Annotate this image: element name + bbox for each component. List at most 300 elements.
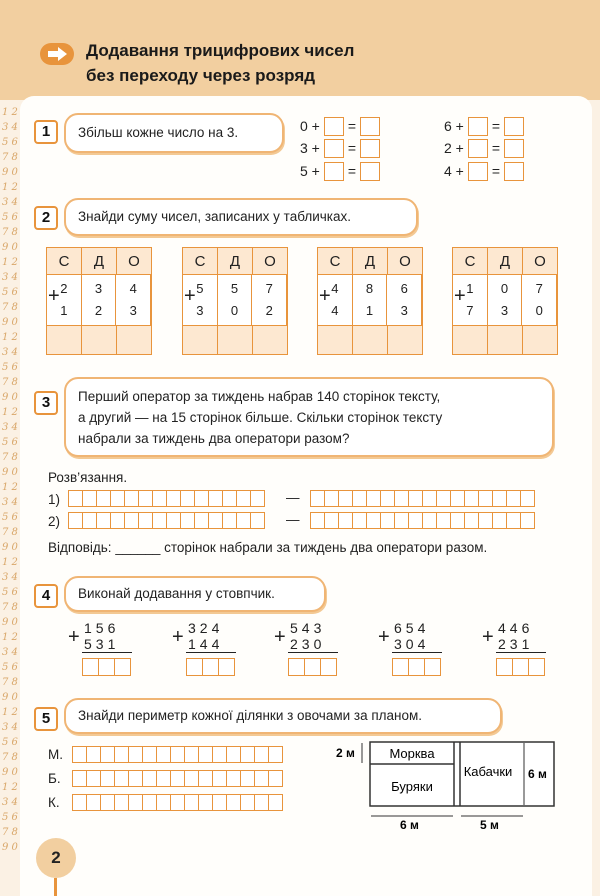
answer-cell[interactable] bbox=[166, 512, 181, 529]
column-header: О bbox=[523, 248, 557, 275]
plus-sign: + bbox=[274, 626, 286, 648]
answer-cell[interactable] bbox=[352, 512, 367, 529]
answer-line bbox=[48, 540, 487, 555]
answer-cells[interactable] bbox=[82, 658, 130, 676]
answer-cell[interactable] bbox=[254, 770, 269, 787]
answer-cell[interactable] bbox=[380, 512, 395, 529]
answer-cell[interactable] bbox=[450, 512, 465, 529]
answer-cell[interactable] bbox=[492, 512, 507, 529]
plus-sign: + bbox=[172, 626, 184, 648]
plus-sign: + bbox=[48, 285, 60, 307]
table-body bbox=[183, 275, 287, 326]
answer-box[interactable] bbox=[360, 139, 380, 158]
answer-cell[interactable] bbox=[512, 658, 529, 676]
answer-cell[interactable] bbox=[288, 658, 305, 676]
sum-line bbox=[496, 652, 546, 653]
answer-cell[interactable] bbox=[392, 658, 409, 676]
digit: 3 bbox=[196, 303, 204, 318]
answer-cell[interactable] bbox=[366, 490, 381, 507]
table-body bbox=[453, 275, 557, 326]
answer-cell[interactable] bbox=[212, 770, 227, 787]
page-title bbox=[86, 38, 354, 88]
place-value-table bbox=[452, 247, 558, 355]
plot-label: Морква bbox=[389, 746, 435, 761]
answer-cell[interactable] bbox=[156, 770, 171, 787]
task-text: Виконай додавання у стовпчик. bbox=[78, 586, 275, 601]
answer-cell[interactable] bbox=[128, 746, 143, 763]
answer-cell[interactable] bbox=[72, 794, 87, 811]
answer-cell[interactable] bbox=[184, 770, 199, 787]
answer-cell[interactable] bbox=[240, 794, 255, 811]
column-header: О bbox=[117, 248, 151, 275]
result-cell[interactable] bbox=[318, 326, 353, 354]
answer-cell[interactable] bbox=[304, 658, 321, 676]
answer-cell[interactable] bbox=[268, 770, 283, 787]
addend: 144 bbox=[188, 636, 224, 652]
digit: 7 bbox=[265, 281, 273, 296]
answer-cell[interactable] bbox=[222, 490, 237, 507]
answer-cell[interactable] bbox=[422, 512, 437, 529]
answer-cell[interactable] bbox=[184, 794, 199, 811]
answer-cell[interactable] bbox=[250, 490, 265, 507]
plus-sign: + bbox=[184, 285, 196, 307]
answer-cell[interactable] bbox=[310, 490, 325, 507]
answer-cell[interactable] bbox=[152, 490, 167, 507]
result-cell[interactable] bbox=[218, 326, 253, 354]
answer-cell[interactable] bbox=[100, 746, 115, 763]
dash: — bbox=[286, 512, 300, 527]
page-number: 2 bbox=[36, 838, 76, 878]
addend: 230 bbox=[290, 636, 326, 652]
answer-cell[interactable] bbox=[254, 794, 269, 811]
task-text-line: набрали за тиждень два оператори разом? bbox=[78, 431, 350, 446]
answer-cell[interactable] bbox=[408, 490, 423, 507]
answer-cell[interactable] bbox=[124, 490, 139, 507]
answer-cell[interactable] bbox=[422, 490, 437, 507]
decorative-digits: 1 2 3 4 5 6 7 8 9 0 1 2 3 4 5 6 7 8 9 0 1 2 3 4 5 6 7 8 9 0 1 2 3 4 5 6 7 8 9 0 1 2 3 4 5 6 7 8 9 0 1 2 3 4 5 6 7 8 9 0 1 2 3 4 5 6 7 8 9 0 1 2 3 4 5 6 7 8 9 0 1 2 3 4 5 6 7 8 9 0 1 2 3 4 5 6 7 8 9 0 bbox=[2, 107, 18, 853]
answer-cell[interactable] bbox=[86, 770, 101, 787]
result-cell[interactable] bbox=[117, 326, 151, 354]
answer-cell[interactable] bbox=[208, 490, 223, 507]
answer-box[interactable] bbox=[504, 139, 524, 158]
addend: 324 bbox=[188, 620, 224, 636]
answer-cell[interactable] bbox=[436, 512, 451, 529]
task-number: 1 bbox=[34, 120, 58, 144]
answer-cell[interactable] bbox=[68, 490, 83, 507]
digit: 0 bbox=[500, 281, 509, 296]
answer-box[interactable] bbox=[360, 162, 380, 181]
equation bbox=[444, 116, 524, 136]
answer-cell[interactable] bbox=[96, 490, 111, 507]
task-prompt bbox=[64, 377, 554, 457]
column-header: Д bbox=[488, 248, 523, 275]
digit: 5 bbox=[196, 281, 204, 296]
addend: 304 bbox=[394, 636, 430, 652]
sum-line bbox=[288, 652, 338, 653]
table-body bbox=[47, 275, 151, 326]
answer-cell[interactable] bbox=[492, 490, 507, 507]
addend: 446 bbox=[498, 620, 534, 636]
answer-cell[interactable] bbox=[464, 512, 479, 529]
digit-column bbox=[387, 275, 422, 325]
plus-sign: + bbox=[482, 626, 494, 648]
answer-cell[interactable] bbox=[128, 794, 143, 811]
digit: 7 bbox=[466, 303, 474, 318]
task-prompt bbox=[64, 198, 418, 236]
addend: 543 bbox=[290, 620, 326, 636]
answer-cell[interactable] bbox=[212, 746, 227, 763]
sum-line bbox=[186, 652, 236, 653]
answer-cell[interactable] bbox=[100, 770, 115, 787]
addend: 231 bbox=[498, 636, 534, 652]
answer-cell[interactable] bbox=[226, 794, 241, 811]
answer-cell[interactable] bbox=[236, 490, 251, 507]
digit: 3 bbox=[94, 281, 103, 296]
digit: 6 bbox=[400, 281, 408, 296]
answer-cell[interactable] bbox=[478, 490, 493, 507]
answer-cell[interactable] bbox=[82, 490, 97, 507]
answer-cell[interactable] bbox=[236, 512, 251, 529]
digit: 1 bbox=[365, 303, 374, 318]
answer-cell[interactable] bbox=[96, 512, 111, 529]
answer-cell[interactable] bbox=[110, 490, 125, 507]
equation bbox=[300, 116, 380, 136]
answer-cell[interactable] bbox=[250, 512, 265, 529]
answer-blank[interactable]: ______ bbox=[115, 540, 161, 555]
answer-cell[interactable] bbox=[186, 658, 203, 676]
answer-cell[interactable] bbox=[408, 658, 425, 676]
answer-cell[interactable] bbox=[338, 490, 353, 507]
equation-term: 3 + bbox=[300, 140, 320, 156]
result-cell[interactable] bbox=[453, 326, 488, 354]
digit: 4 bbox=[331, 281, 339, 296]
result-row[interactable] bbox=[453, 326, 557, 354]
page-marker bbox=[54, 878, 57, 896]
table-body bbox=[318, 275, 422, 326]
answer-cell[interactable] bbox=[110, 512, 125, 529]
answer-cell[interactable] bbox=[520, 490, 535, 507]
addend: 654 bbox=[394, 620, 430, 636]
answer-cell[interactable] bbox=[82, 512, 97, 529]
dash: — bbox=[286, 490, 300, 505]
answer-cell[interactable] bbox=[202, 658, 219, 676]
digit-column bbox=[522, 275, 557, 325]
task-prompt bbox=[64, 698, 502, 734]
plus-sign: + bbox=[68, 626, 80, 648]
answer-cell[interactable] bbox=[72, 770, 87, 787]
digit: 0 bbox=[230, 303, 239, 318]
place-value-table bbox=[46, 247, 152, 355]
task-text: Знайди периметр кожної ділянки з овочами за планом. bbox=[78, 708, 423, 723]
title-line-1: Додавання трицифрових чисел bbox=[86, 41, 355, 60]
equation-sign: = bbox=[491, 140, 501, 156]
answer-cell[interactable] bbox=[528, 658, 545, 676]
column-header: С bbox=[453, 248, 488, 275]
answer-cell[interactable] bbox=[128, 770, 143, 787]
answer-cell[interactable] bbox=[496, 658, 513, 676]
sum-line bbox=[82, 652, 132, 653]
answer-cell[interactable] bbox=[394, 490, 409, 507]
answer-cell[interactable] bbox=[212, 794, 227, 811]
result-cell[interactable] bbox=[82, 326, 117, 354]
answer-cell[interactable] bbox=[226, 770, 241, 787]
answer-cells[interactable] bbox=[68, 490, 264, 507]
answer-cells[interactable] bbox=[72, 746, 282, 763]
equation-term: 2 + bbox=[444, 140, 464, 156]
equation-sign: = bbox=[491, 163, 501, 179]
answer-cell[interactable] bbox=[194, 490, 209, 507]
answer-box[interactable] bbox=[468, 139, 488, 158]
answer-cell[interactable] bbox=[100, 794, 115, 811]
answer-cell[interactable] bbox=[324, 512, 339, 529]
table-header bbox=[318, 248, 422, 275]
result-row[interactable] bbox=[47, 326, 151, 354]
equation-term: 6 + bbox=[444, 118, 464, 134]
answer-tail: сторінок набрали за тиждень два оператори разом. bbox=[164, 540, 488, 555]
answer-box[interactable] bbox=[468, 117, 488, 136]
result-cell[interactable] bbox=[253, 326, 287, 354]
table-header bbox=[183, 248, 287, 275]
dimension-label: 2 м bbox=[336, 746, 355, 760]
table-header bbox=[453, 248, 557, 275]
answer-cell[interactable] bbox=[366, 512, 381, 529]
answer-cell[interactable] bbox=[198, 794, 213, 811]
answer-cell[interactable] bbox=[72, 746, 87, 763]
digit: 2 bbox=[60, 281, 68, 296]
answer-cell[interactable] bbox=[68, 512, 83, 529]
answer-cell[interactable] bbox=[184, 746, 199, 763]
row-label: К. bbox=[48, 795, 60, 810]
answer-cell[interactable] bbox=[138, 512, 153, 529]
plot-label: Кабачки bbox=[463, 764, 513, 779]
table-header bbox=[47, 248, 151, 275]
answer-cell[interactable] bbox=[82, 658, 99, 676]
digit: 0 bbox=[535, 303, 543, 318]
answer-cells[interactable] bbox=[288, 658, 336, 676]
answer-cell[interactable] bbox=[520, 512, 535, 529]
answer-cell[interactable] bbox=[226, 746, 241, 763]
answer-cell[interactable] bbox=[408, 512, 423, 529]
answer-cell[interactable] bbox=[464, 490, 479, 507]
column-header: С bbox=[318, 248, 353, 275]
task-number: 5 bbox=[34, 707, 58, 731]
digit-column bbox=[252, 275, 287, 325]
answer-cell[interactable] bbox=[86, 746, 101, 763]
plus-sign: + bbox=[378, 626, 390, 648]
answer-cell[interactable] bbox=[114, 658, 131, 676]
row-label: М. bbox=[48, 747, 63, 762]
task-number: 2 bbox=[34, 206, 58, 230]
answer-cells[interactable] bbox=[392, 658, 440, 676]
answer-cell[interactable] bbox=[352, 490, 367, 507]
column-header: С bbox=[183, 248, 218, 275]
answer-cell[interactable] bbox=[114, 770, 129, 787]
plus-sign: + bbox=[454, 285, 466, 307]
step-label: 1) bbox=[48, 492, 61, 507]
answer-cell[interactable] bbox=[170, 770, 185, 787]
column-header: С bbox=[47, 248, 82, 275]
answer-cell[interactable] bbox=[338, 512, 353, 529]
equation-term: 4 + bbox=[444, 163, 464, 179]
digit: 1 bbox=[466, 281, 474, 296]
answer-cell[interactable] bbox=[156, 746, 171, 763]
answer-cell[interactable] bbox=[506, 490, 521, 507]
answer-cell[interactable] bbox=[98, 658, 115, 676]
answer-cells[interactable] bbox=[310, 512, 534, 529]
digit: 5 bbox=[230, 281, 239, 296]
digit: 3 bbox=[500, 303, 509, 318]
digit: 3 bbox=[129, 303, 137, 318]
digit: 1 bbox=[60, 303, 68, 318]
dimension-label: 6 м bbox=[528, 767, 547, 781]
equation bbox=[300, 161, 380, 181]
answer-cell[interactable] bbox=[142, 746, 157, 763]
arrow-icon bbox=[40, 43, 74, 65]
result-cell[interactable] bbox=[353, 326, 388, 354]
digit: 2 bbox=[94, 303, 103, 318]
answer-cell[interactable] bbox=[436, 490, 451, 507]
answer-cell[interactable] bbox=[320, 658, 337, 676]
result-row[interactable] bbox=[318, 326, 422, 354]
answer-cell[interactable] bbox=[114, 746, 129, 763]
task-number: 3 bbox=[34, 391, 58, 415]
place-value-table bbox=[182, 247, 288, 355]
answer-cell[interactable] bbox=[222, 512, 237, 529]
column-header: О bbox=[388, 248, 422, 275]
column-header: Д bbox=[353, 248, 388, 275]
digit: 8 bbox=[365, 281, 374, 296]
answer-cells[interactable] bbox=[310, 490, 534, 507]
answer-cell[interactable] bbox=[240, 746, 255, 763]
answer-box[interactable] bbox=[468, 162, 488, 181]
answer-box[interactable] bbox=[324, 117, 344, 136]
answer-label: Відповідь: bbox=[48, 540, 112, 555]
column-header: Д bbox=[82, 248, 117, 275]
answer-cell[interactable] bbox=[198, 746, 213, 763]
equation-sign: = bbox=[347, 140, 357, 156]
answer-cell[interactable] bbox=[166, 490, 181, 507]
answer-cell[interactable] bbox=[268, 794, 283, 811]
answer-box[interactable] bbox=[360, 117, 380, 136]
answer-cell[interactable] bbox=[240, 770, 255, 787]
answer-cell[interactable] bbox=[194, 512, 209, 529]
garden-plan bbox=[334, 736, 564, 832]
column-header: О bbox=[253, 248, 287, 275]
answer-cells[interactable] bbox=[72, 770, 282, 787]
digit: 2 bbox=[265, 303, 273, 318]
answer-box[interactable] bbox=[504, 162, 524, 181]
task-prompt bbox=[64, 113, 284, 153]
answer-cell[interactable] bbox=[124, 512, 139, 529]
answer-cell[interactable] bbox=[152, 512, 167, 529]
equation-term: 5 + bbox=[300, 163, 320, 179]
answer-cell[interactable] bbox=[114, 794, 129, 811]
answer-cell[interactable] bbox=[142, 794, 157, 811]
result-cell[interactable] bbox=[523, 326, 557, 354]
answer-cell[interactable] bbox=[324, 490, 339, 507]
result-cell[interactable] bbox=[388, 326, 422, 354]
digit: 4 bbox=[129, 281, 137, 296]
digit-column bbox=[488, 275, 523, 325]
task-prompt bbox=[64, 576, 326, 612]
answer-cell[interactable] bbox=[170, 746, 185, 763]
answer-cell[interactable] bbox=[180, 490, 195, 507]
plus-sign: + bbox=[319, 285, 331, 307]
answer-cell[interactable] bbox=[86, 794, 101, 811]
equation bbox=[300, 138, 380, 158]
digit: 3 bbox=[400, 303, 408, 318]
answer-box[interactable] bbox=[324, 162, 344, 181]
answer-cells[interactable] bbox=[186, 658, 234, 676]
answer-cells[interactable] bbox=[496, 658, 544, 676]
answer-cell[interactable] bbox=[180, 512, 195, 529]
answer-cell[interactable] bbox=[198, 770, 213, 787]
equation bbox=[444, 161, 524, 181]
equation-term: 0 + bbox=[300, 118, 320, 134]
digit-column bbox=[82, 275, 117, 325]
column-header: Д bbox=[218, 248, 253, 275]
answer-box[interactable] bbox=[504, 117, 524, 136]
digit-column bbox=[218, 275, 253, 325]
answer-cell[interactable] bbox=[208, 512, 223, 529]
step-label: 2) bbox=[48, 514, 61, 529]
answer-cell[interactable] bbox=[142, 770, 157, 787]
task-text-line: а другий — на 15 сторінок більше. Скільки сторінок тексту bbox=[78, 410, 443, 425]
place-value-table bbox=[317, 247, 423, 355]
task-text-line: Перший оператор за тиждень набрав 140 сторінок тексту, bbox=[78, 389, 441, 404]
addend: 156 bbox=[84, 620, 120, 636]
plot-label: Буряки bbox=[391, 779, 433, 794]
solution-label: Розв’язання. bbox=[48, 470, 128, 485]
answer-cell[interactable] bbox=[254, 746, 269, 763]
dimension-label: 5 м bbox=[480, 818, 499, 832]
equation-sign: = bbox=[491, 118, 501, 134]
task-number: 4 bbox=[34, 584, 58, 608]
digit-column bbox=[353, 275, 388, 325]
answer-cell[interactable] bbox=[450, 490, 465, 507]
task-text: Знайди суму чисел, записаних у табличках. bbox=[78, 209, 352, 224]
result-cell[interactable] bbox=[183, 326, 218, 354]
answer-cell[interactable] bbox=[380, 490, 395, 507]
answer-cells[interactable] bbox=[72, 794, 282, 811]
answer-cell[interactable] bbox=[268, 746, 283, 763]
answer-cell[interactable] bbox=[310, 512, 325, 529]
row-label: Б. bbox=[48, 771, 61, 786]
answer-cell[interactable] bbox=[424, 658, 441, 676]
sum-line bbox=[392, 652, 442, 653]
answer-cell[interactable] bbox=[138, 490, 153, 507]
answer-box[interactable] bbox=[324, 139, 344, 158]
task-text: Збільш кожне число на 3. bbox=[78, 125, 239, 140]
digit-column bbox=[116, 275, 151, 325]
answer-cells[interactable] bbox=[68, 512, 264, 529]
digit: 4 bbox=[331, 303, 339, 318]
answer-cell[interactable] bbox=[478, 512, 493, 529]
result-cell[interactable] bbox=[488, 326, 523, 354]
title-line-2: без переходу через розряд bbox=[86, 66, 316, 85]
answer-cell[interactable] bbox=[394, 512, 409, 529]
equation bbox=[444, 138, 524, 158]
result-row[interactable] bbox=[183, 326, 287, 354]
answer-cell[interactable] bbox=[218, 658, 235, 676]
addend: 531 bbox=[84, 636, 120, 652]
dimension-label: 6 м bbox=[400, 818, 419, 832]
answer-cell[interactable] bbox=[506, 512, 521, 529]
answer-cell[interactable] bbox=[156, 794, 171, 811]
equation-sign: = bbox=[347, 163, 357, 179]
answer-cell[interactable] bbox=[170, 794, 185, 811]
result-cell[interactable] bbox=[47, 326, 82, 354]
